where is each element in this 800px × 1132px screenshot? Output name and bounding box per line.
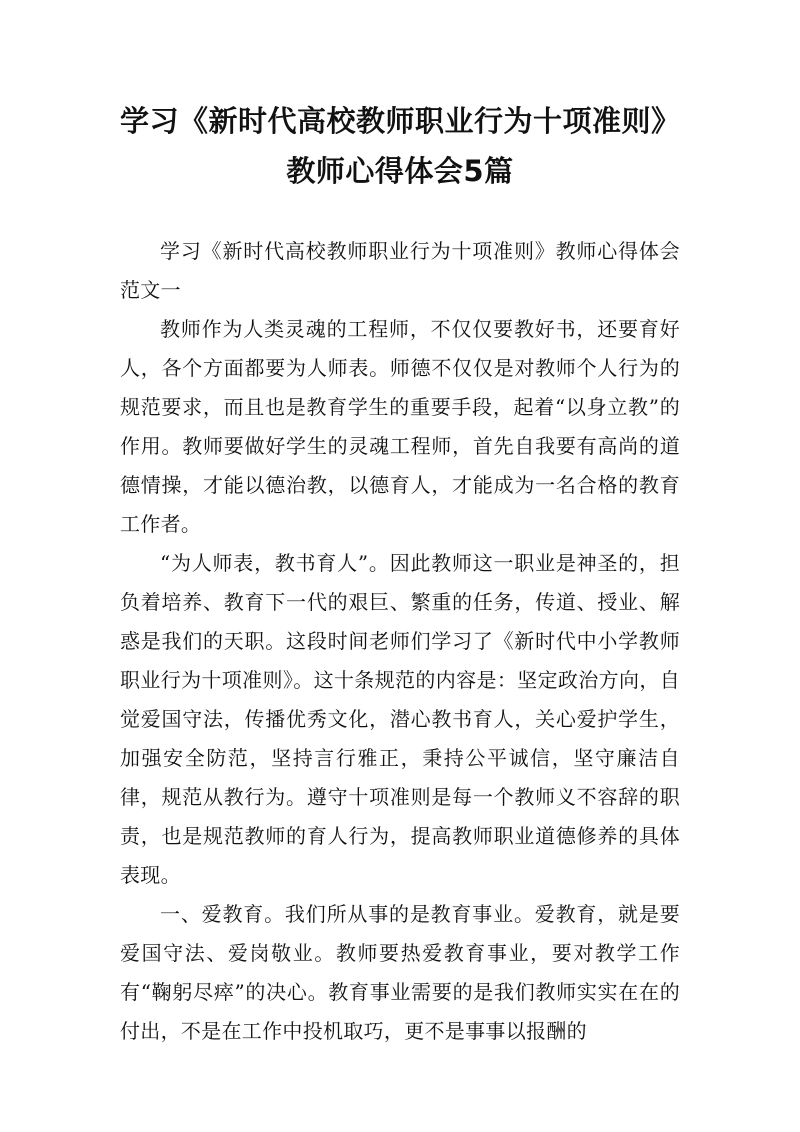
document-body <box>120 232 680 1051</box>
paragraph-subtitle: 学习《新时代高校教师职业行为十项准则》教师心得体会范文一 <box>120 239 680 302</box>
paragraph-love-education: 一、爱教育。我们所从事的是教育事业。爱教育，就是要爱国守法、爱岗敬业。教师要热爱教育事业，要对教学工作有“鞠躬尽瘁”的决心。教育事业需要的是我们教师实实在在的付出，不是在工作中投机取巧，更不是事事以报酬的 <box>120 902 680 1043</box>
document-title-line-1: 学习《新时代高校教师职业行为十项准则》 <box>120 104 681 138</box>
paragraph-norms: “为人师表，教书育人”。因此教师这一职业是神圣的，担负着培养、教育下一代的艰巨、繁重的任务，传道、授业、解惑是我们的天职。这段时间老师们学习了《新时代中小学教师职业行为十项准则》。这十条规范的内容是：坚定政治方向，自觉爱国守法，传播优秀文化，潜心教书育人，关心爱护学生，加强安全防范，坚持言行雅正，秉持公平诚信，坚守廉洁自律，规范从教行为。遵守十项准则是每一个教师义不容辞的职责，也是规范教师的育人行为，提高教师职业道德修养的具体表现。 <box>120 551 680 887</box>
paragraph-intro: 教师作为人类灵魂的工程师，不仅仅要教好书，还要育好人，各个方面都要为人师表。师德不仅仅是对教师个人行为的规范要求，而且也是教育学生的重要手段，起着“以身立教”的作用。教师要做好学生的灵魂工程师，首先自我要有高尚的道德情操，才能以德治教，以德育人，才能成为一名合格的教育工作者。 <box>120 317 680 536</box>
document-title-line-2: 教师心得体会5篇 <box>286 154 514 188</box>
document-title <box>120 96 680 196</box>
